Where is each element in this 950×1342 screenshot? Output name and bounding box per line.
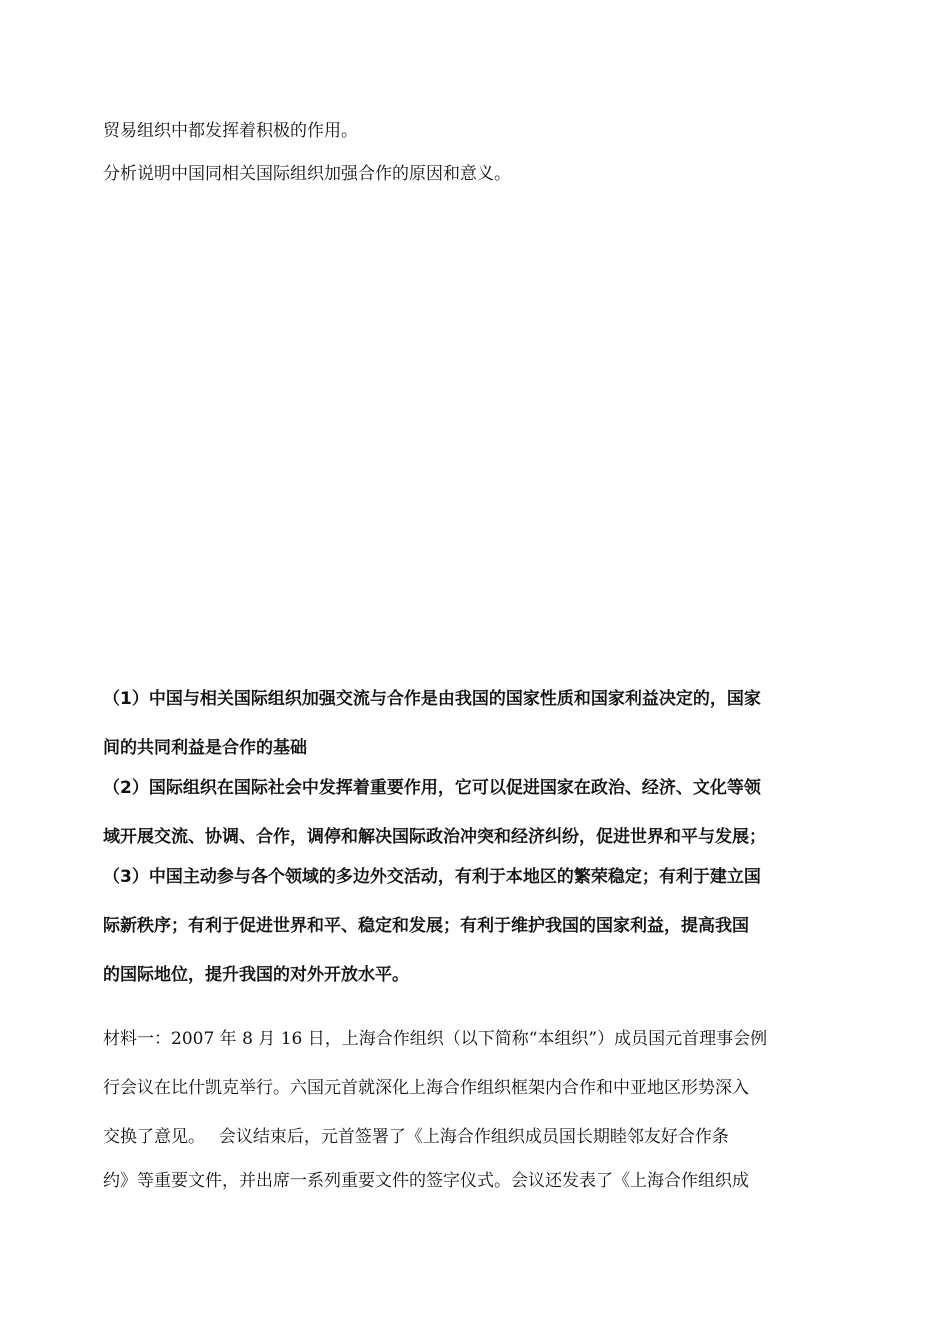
question-prompt: 分析说明中国同相关国际组织加强合作的原因和意义。	[103, 164, 511, 184]
answer-line-1: （1）中国与相关国际组织加强交流与合作是由我国的国家性质和国家利益决定的，国家	[103, 689, 761, 709]
answer-line-2: 间的共同利益是合作的基础	[103, 738, 307, 758]
answer-line-4: 域开展交流、协调、合作，调停和解决国际政治冲突和经济纠纷，促进世界和平与发展；	[103, 827, 766, 847]
material-line-4: 约》等重要文件，并出席一系列重要文件的签字仪式。会议还发表了《上海合作组织成	[103, 1171, 749, 1191]
material-line-1: 材料一：2007 年 8 月 16 日，上海合作组织（以下简称“本组织”）成员国元首理事会例	[103, 1029, 768, 1049]
answer-line-6: 际新秩序；有利于促进世界和平、稳定和发展；有利于维护我国的国家利益，提高我国	[103, 916, 749, 936]
answer-line-7: 的国际地位，提升我国的对外开放水平。	[103, 965, 409, 985]
material-line-2: 行会议在比什凯克举行。六国元首就深化上海合作组织框架内合作和中亚地区形势深入	[103, 1078, 749, 1098]
answer-line-3: （2）国际组织在国际社会中发挥着重要作用，它可以促进国家在政治、经济、文化等领	[103, 778, 761, 798]
intro-line-1: 贸易组织中都发挥着积极的作用。	[103, 121, 358, 141]
material-line-3: 交换了意见。 会议结束后，元首签署了《上海合作组织成员国长期睦邻友好合作条	[103, 1127, 729, 1147]
answer-line-5: （3）中国主动参与各个领域的多边外交活动，有利于本地区的繁荣稳定；有利于建立国	[103, 867, 761, 887]
